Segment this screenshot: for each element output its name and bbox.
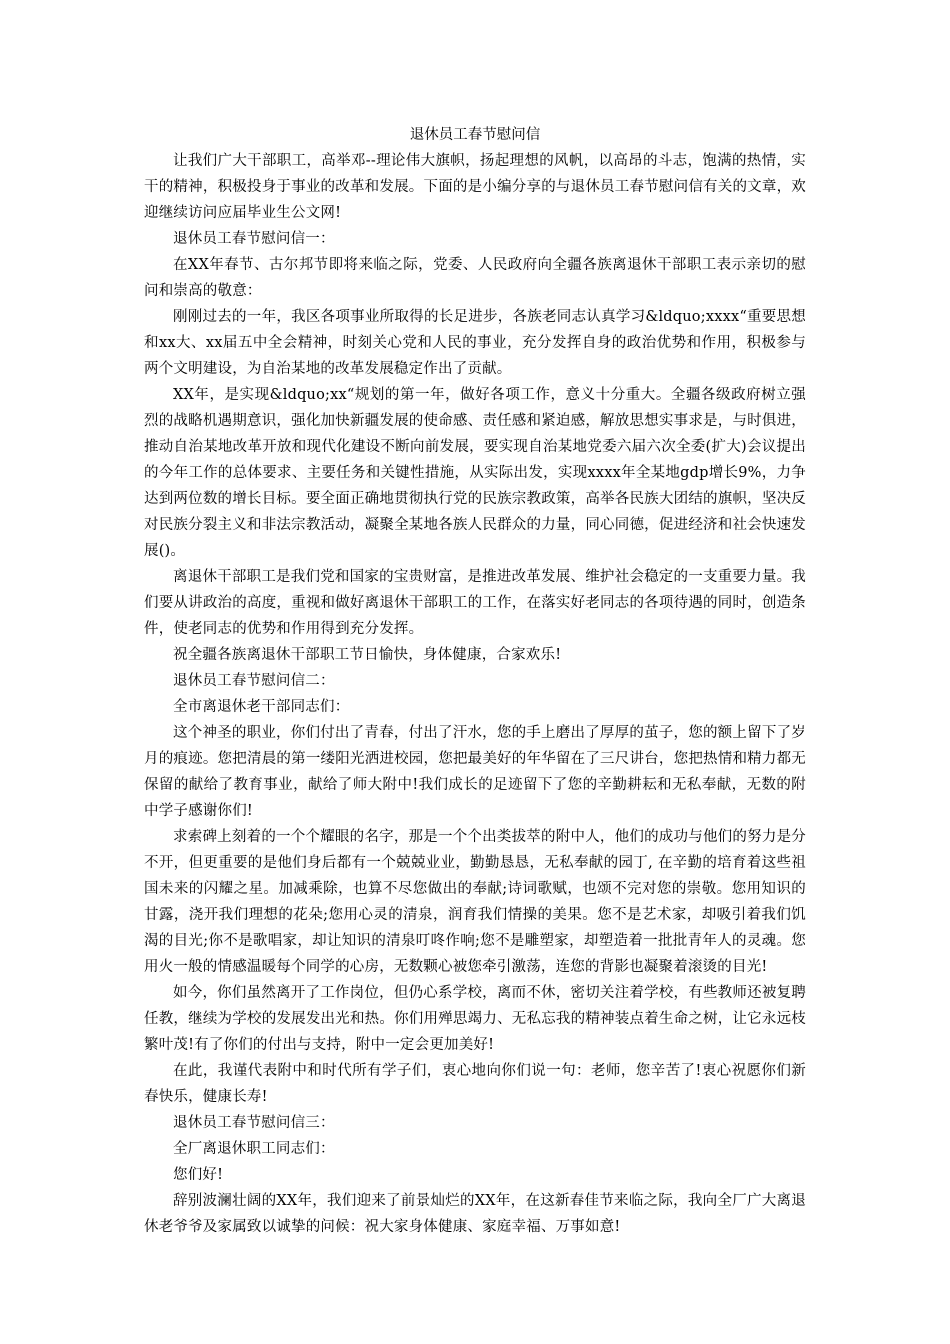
paragraph: 求索碑上刻着的一个个耀眼的名字，那是一个个出类拔萃的附中人，他们的成功与他们的努力是分不开，但更重要的是他们身后都有一个兢兢业业，勤勤恳恳，无私奉献的园丁, 在辛勤的培育着这些祖国未来的闪耀之星。加减乘除，也算不尽您做出的奉献;诗词歌赋，也颂不完对您的崇敬。您用知识的甘露，浇开我们理想的花朵;您用心灵的清泉，润育我们情操的美果。您不是艺术家，却吸引着我们饥渴的目光;你不是歌唱家，却让知识的清泉叮咚作响;您不是雕塑家，却塑造着一批批青年人的灵魂。您用火一般的情感温暖每个同学的心房，无数颗心被您牵引激荡，连您的背影也凝聚着滚烫的目光! — [144, 829, 806, 975]
document-title: 退休员工春节慰问信 — [409, 127, 541, 143]
paragraph: 祝全疆各族离退休干部职工节日愉快，身体健康，合家欢乐! — [173, 647, 562, 663]
paragraph: 刚刚过去的一年，我区各项事业所取得的长足进步，各族老同志认真学习&ldquo;xxxx“重要思想和xx大、xx届五中全会精神，时刻关心党和人民的事业，充分发挥自身的政治优势和作用，积极参与两个文明建设，为自治某地的改革发展稳定作出了贡献。 — [144, 309, 806, 377]
paragraph: 离退休干部职工是我们党和国家的宝贵财富，是推进改革发展、维护社会稳定的一支重要力量。我们要从讲政治的高度，重视和做好离退休干部职工的工作，在落实好老同志的各项待遇的同时，创造条件，使老同志的优势和作用得到充分发挥。 — [144, 569, 806, 637]
paragraph: XX年，是实现&ldquo;xx“规划的第一年，做好各项工作，意义十分重大。全疆各级政府树立强烈的战略机遇期意识，强化加快新疆发展的使命感、责任感和紧迫感，解放思想实事求是，与时俱进，推动自治某地改革开放和现代化建设不断向前发展，要实现自治某地党委六届六次全委(扩大)会议提出的今年工作的总体要求、主要任务和关键性措施，从实际出发，实现xxxx年全某地gdp增长9%，力争达到两位数的增长目标。要全面正确地贯彻执行党的民族宗教政策，高举各民族大团结的旗帜，坚决反对民族分裂主义和非法宗教活动，凝聚全某地各族人民群众的力量，同心同德，促进经济和社会快速发展()。 — [144, 387, 806, 559]
heading-letter-three: 退休员工春节慰问信三： — [173, 1115, 335, 1131]
paragraph: 这个神圣的职业，你们付出了青春，付出了汗水，您的手上磨出了厚厚的茧子，您的额上留下了岁月的痕迹。您把清晨的第一缕阳光洒进校园，您把最美好的年华留在了三尺讲台，您把热情和精力都无保留的献给了教育事业，献给了师大附中!我们成长的足迹留下了您的辛勤耕耘和无私奉献，无数的附中学子感谢你们! — [144, 725, 806, 819]
salutation: 全厂离退休职工同志们： — [173, 1141, 335, 1157]
heading-letter-one: 退休员工春节慰问信一： — [173, 231, 335, 247]
paragraph: 如今，你们虽然离开了工作岗位，但仍心系学校，离而不休，密切关注着学校，有些教师还被复聘任教，继续为学校的发展发出光和热。你们用殚思竭力、无私忘我的精神装点着生命之树，让它永远枝繁叶茂!有了你们的付出与支持，附中一定会更加美好! — [144, 985, 806, 1053]
paragraph-intro: 让我们广大干部职工，高举邓--理论伟大旗帜，扬起理想的风帆，以高昂的斗志，饱满的热情，实干的精神，积极投身于事业的改革和发展。下面的是小编分享的与退休员工春节慰问信有关的文章，欢迎继续访问应届毕业生公文网! — [144, 153, 806, 221]
document-page — [144, 122, 806, 1240]
heading-letter-two: 退休员工春节慰问信二： — [173, 673, 335, 689]
paragraph: 在此，我谨代表附中和时代所有学子们，衷心地向你们说一句：老师，您辛苦了!衷心祝愿你们新春快乐，健康长寿! — [144, 1063, 806, 1105]
greeting: 您们好! — [173, 1167, 224, 1183]
paragraph: 辞别波澜壮阔的XX年，我们迎来了前景灿烂的XX年，在这新春佳节来临之际，我向全厂广大离退休老爷爷及家属致以诚挚的问候：祝大家身体健康、家庭幸福、万事如意! — [144, 1193, 806, 1235]
salutation: 全市离退休老干部同志们： — [173, 699, 350, 715]
paragraph: 在XX年春节、古尔邦节即将来临之际，党委、人民政府向全疆各族离退休干部职工表示亲切的慰问和崇高的敬意： — [144, 257, 806, 299]
